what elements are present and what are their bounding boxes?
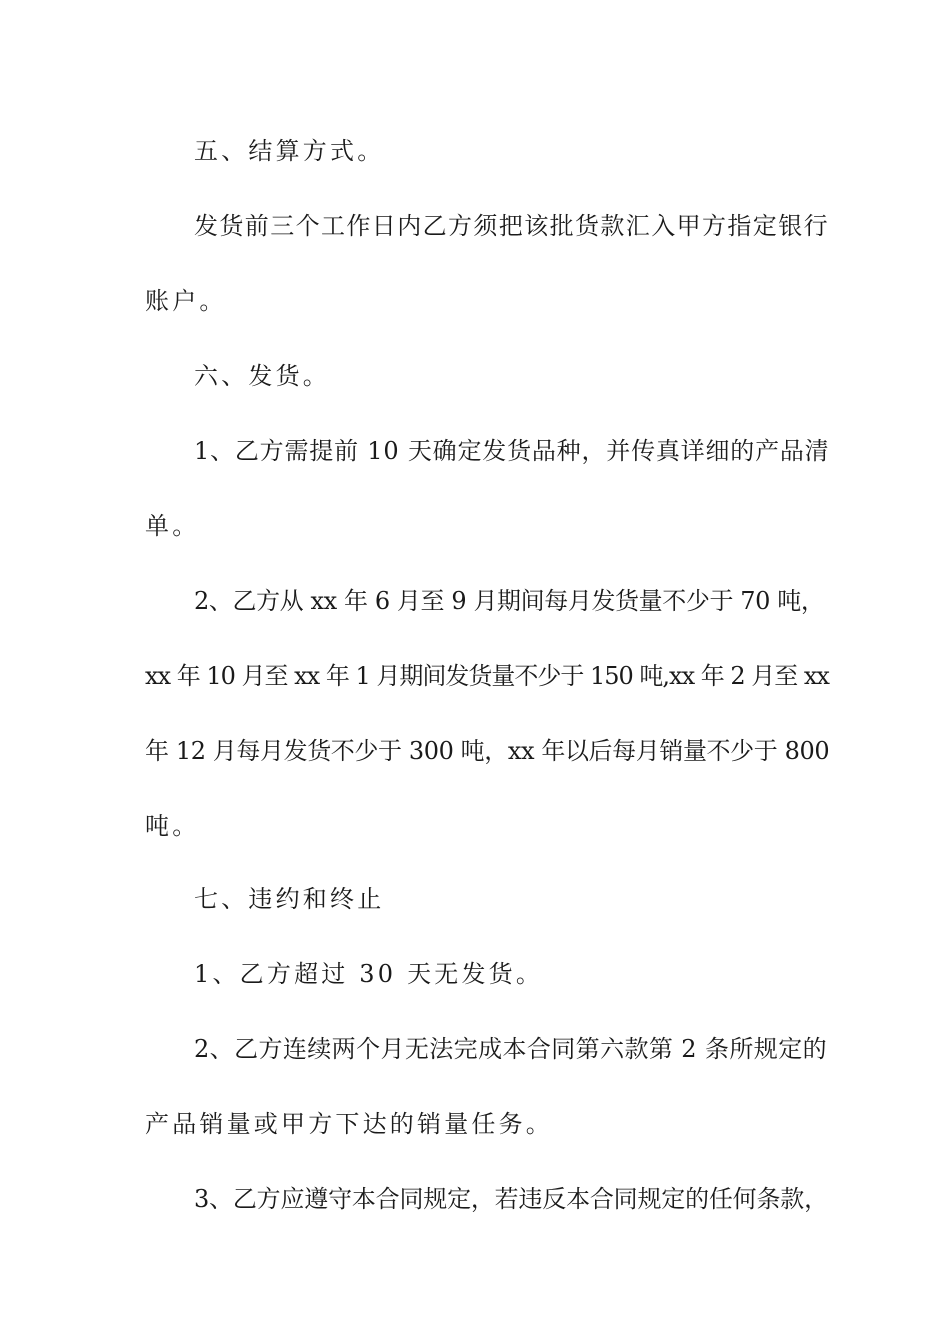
paragraph-line: 产品销量或甲方下达的销量任务。 <box>145 1110 553 1138</box>
paragraph-line: 账户。 <box>145 287 227 315</box>
section-heading-settlement: 五、结算方式。 <box>194 137 385 165</box>
paragraph-line: 年 12 月每月发货不少于 300 吨，xx 年以后每月销量不少于 800 <box>145 737 830 765</box>
paragraph-line: 吨。 <box>145 812 200 840</box>
paragraph-line: 单。 <box>145 512 200 540</box>
section-heading-shipping: 六、发货。 <box>194 362 330 390</box>
paragraph-line: xx 年 10 月至 xx 年 1 月期间发货量不少于 150 吨,xx 年 2 月至 xx <box>145 662 829 690</box>
paragraph-line: 2、乙方从 xx 年 6 月至 9 月期间每月发货量不少于 70 吨， <box>194 587 825 615</box>
paragraph-line: 2、乙方连续两个月无法完成本合同第六款第 2 条所规定的 <box>194 1035 827 1063</box>
paragraph-line: 1、乙方超过 30 天无发货。 <box>194 960 544 988</box>
paragraph-line: 3、乙方应遵守本合同规定，若违反本合同规定的任何条款， <box>194 1185 828 1213</box>
section-heading-breach: 七、违约和终止 <box>194 885 385 913</box>
paragraph-line: 发货前三个工作日内乙方须把该批货款汇入甲方指定银行 <box>194 212 829 240</box>
paragraph-line: 1、乙方需提前 10 天确定发货品种，并传真详细的产品清 <box>194 437 830 465</box>
